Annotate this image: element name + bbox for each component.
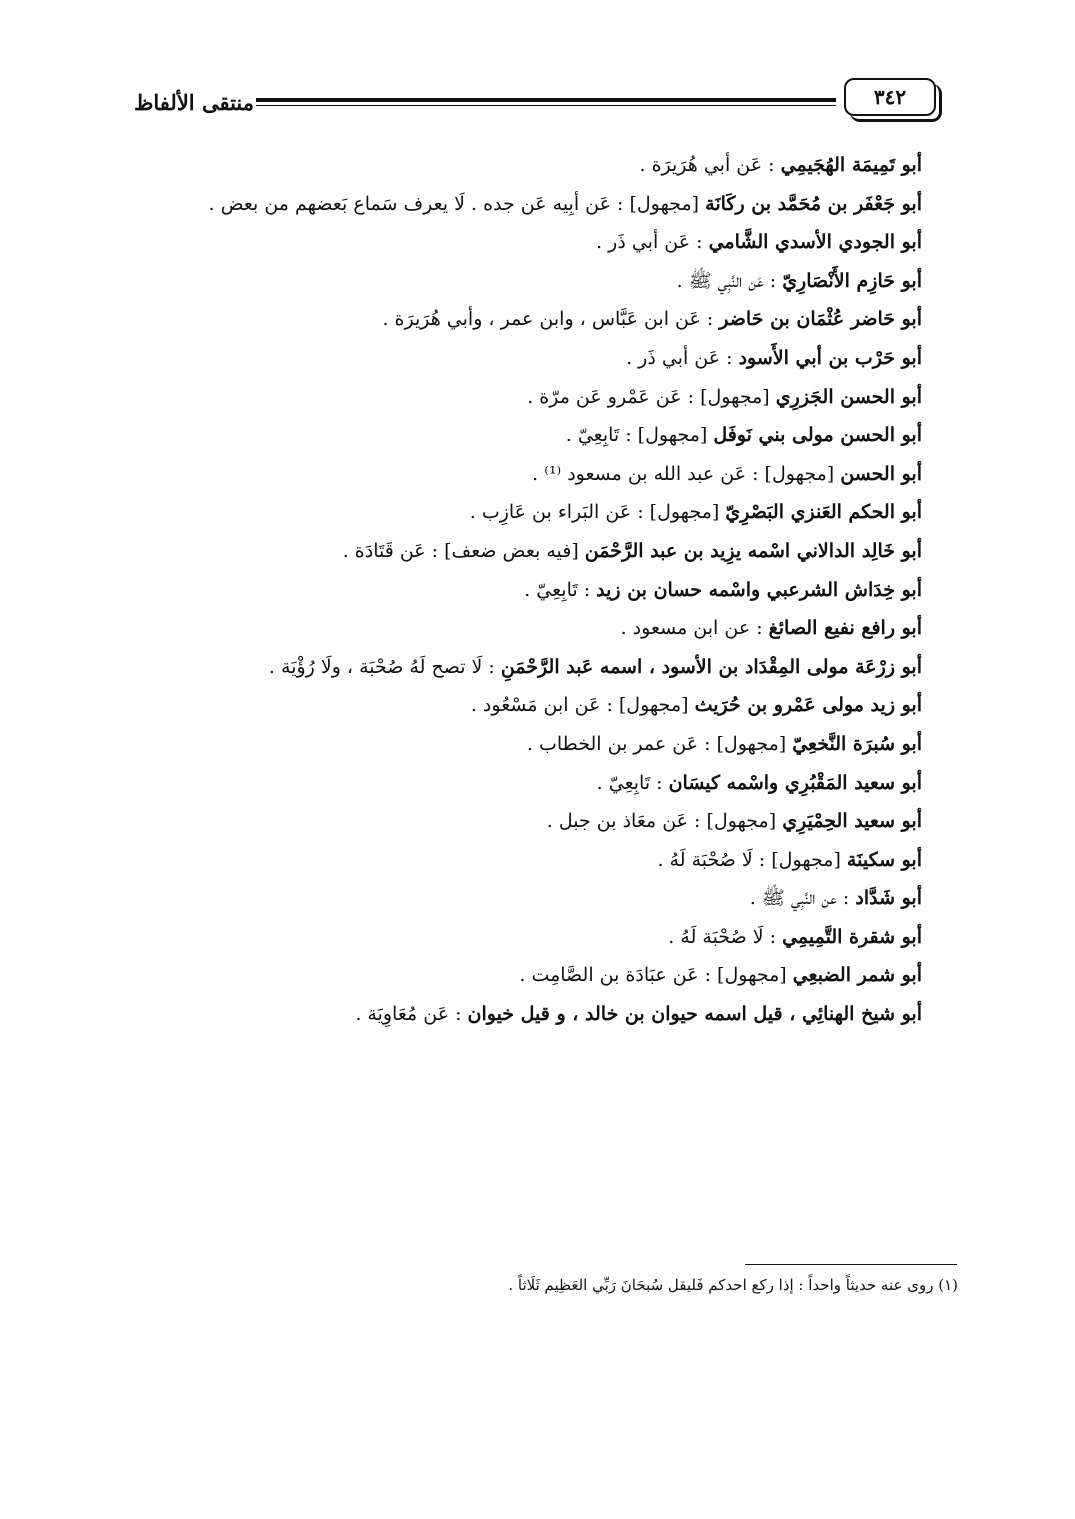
entry-text: [مجهول] : عَن عبد الله بن مسعود ⁽¹⁾ . <box>532 462 841 485</box>
entry <box>122 416 922 455</box>
entry-name: أبو الحسن مولى بني نَوفَل <box>713 424 922 447</box>
entry <box>122 146 922 185</box>
entry <box>122 956 922 995</box>
header-rule-thin <box>256 105 836 106</box>
entry-name: أبو خَالِد الدالاني اسْمه يزِيد بن عبد الرَّحْمَن <box>584 539 922 562</box>
entry <box>122 223 922 262</box>
entry-text: : عَن أبي هُرَيرَة . <box>639 154 781 176</box>
entry <box>122 802 922 841</box>
entry-text: [مجهول] : عَن البَراء بن عَازِب . <box>469 501 726 524</box>
page-header <box>112 68 950 130</box>
entry-text: : لَا صُحْبَة لَهُ . <box>668 925 783 948</box>
entry-text: : عَن مُعَاوِيَة . <box>355 1003 468 1026</box>
page-number: ٣٤٢ <box>873 85 907 109</box>
entry <box>122 532 922 571</box>
entry-name: أبو حَاضر عُثْمَان بن حَاضر <box>719 308 922 331</box>
entry-name: أبو شقرة التَّمِيمِي <box>782 925 922 948</box>
entry-name: أبو زرْعَة مولى المِقْدَاد بن الأسود ، اسمه عَبد الرَّحْمَنِ <box>500 655 922 678</box>
entry <box>122 493 922 532</box>
entry-text: [مجهول] : عَن عمر بن الخطاب . <box>526 732 793 755</box>
entry-name: أبو جَعْفَر بن مُحَمَّد بن ركَانَة <box>705 192 922 215</box>
entry-text: : تَابِعِيّ . <box>596 771 669 794</box>
entry <box>122 725 922 764</box>
entry-name: أبو شيخ الهنائِي ، قيل اسمه حيوان بن خالد ، و قيل خيوان <box>467 1003 922 1026</box>
entry <box>122 300 922 339</box>
entry <box>122 841 922 880</box>
entry-text: : عن النَّبِي ﷺ . <box>749 887 856 910</box>
entry <box>122 378 922 417</box>
entry-name: أبو سُبرَة النَّخعِيّ <box>792 732 922 755</box>
entry-text: [مجهول] : عَن أبِيه عَن جده . لَا يعرف سَماع بَعضهم من بعض . <box>208 192 706 215</box>
entry <box>122 339 922 378</box>
entry <box>122 571 922 610</box>
entry-text: [مجهول] : عَن معَاذ بن جبل . <box>546 810 783 833</box>
entry-name: أبو حَرْب بن أبي الأَسود <box>738 346 922 369</box>
entry <box>122 995 922 1034</box>
footnote-separator <box>745 1264 957 1265</box>
entry-text: : عن ابن مسعود . <box>620 617 769 640</box>
entry-name: أبو الجودي الأسدي الشَّامي <box>708 231 922 254</box>
entry-name: أبو الحسن <box>840 462 922 485</box>
entry-name: أبو تَمِيمَة الهُجَيمِي <box>780 154 922 176</box>
entry-text: : تَابِعِيّ . <box>524 578 597 601</box>
entry <box>122 185 922 224</box>
entry <box>122 686 922 725</box>
header-rule <box>256 98 836 110</box>
entry-text: [مجهول] : عَن عَمْرو عَن مرّة . <box>527 385 776 408</box>
running-title: منتقى الألفاظ <box>133 90 254 115</box>
entry-text: : عَن أبي ذَر . <box>596 231 709 254</box>
entry-text: : عَن أبي ذَر . <box>626 346 739 369</box>
entry-name: أبو رافع نفيع الصائغ <box>768 617 922 640</box>
entry <box>122 609 922 648</box>
footnote: (١) روى عنه حديثاً واحداً : إذا ركع احدكم فَليقل سُبحَانَ رَبِّي العَظِيم ثَلَاثاً . <box>508 1276 958 1294</box>
entry-text: [فيه بعض ضعف] : عَن قَتَادَة . <box>342 539 585 562</box>
entry <box>122 764 922 803</box>
header-rule-thick <box>256 98 836 102</box>
entry-name: أبو زيد مولى عَمْرو بن حُرَيث <box>694 694 922 717</box>
entry <box>122 262 922 301</box>
entry-text: : لَا تصح لَهُ صُحْبَة ، ولَا رُؤْيَة . <box>268 655 501 678</box>
entry-name: أبو سعيد المَقْبُرِي واسْمه كيسَان <box>668 771 922 794</box>
entry-text: [مجهول] : عَن عبَادَة بن الصَّامِت . <box>519 964 793 987</box>
entry-name: أبو حَازِم الأَنْصَارِيّ <box>782 269 922 292</box>
entry-text: [مجهول] : تَابِعِيّ . <box>565 424 714 447</box>
page-number-box <box>844 78 942 122</box>
entry-text: : عَن ابن عَبَّاس ، وابن عمر ، وأبي هُرَيرَة . <box>382 308 720 331</box>
entry-text: : عَن النَّبِي ﷺ . <box>676 269 783 292</box>
entry <box>122 648 922 687</box>
entry-name: أبو الحكم العَنزي البَصْرِيّ <box>725 501 922 524</box>
entry <box>122 455 922 494</box>
entry-name: أبو خِدَاش الشرعبي واسْمه حسان بن زيد <box>596 578 922 601</box>
entries-list <box>122 146 922 1034</box>
entry <box>122 918 922 957</box>
entry-name: أبو سكينَة <box>846 848 922 871</box>
entry-name: أبو شَدَّاد <box>855 887 922 910</box>
entry-name: أبو الحسن الجَزرِي <box>775 385 922 408</box>
entry <box>122 879 922 918</box>
entry-name: أبو شمر الضبعِي <box>792 964 922 987</box>
entry-text: [مجهول] : لَا صُحْبَة لَهُ . <box>657 848 847 871</box>
entry-text: [مجهول] : عَن ابن مَسْعُود . <box>470 694 695 717</box>
entry-name: أبو سعيد الحِمْيَرِي <box>782 810 922 833</box>
